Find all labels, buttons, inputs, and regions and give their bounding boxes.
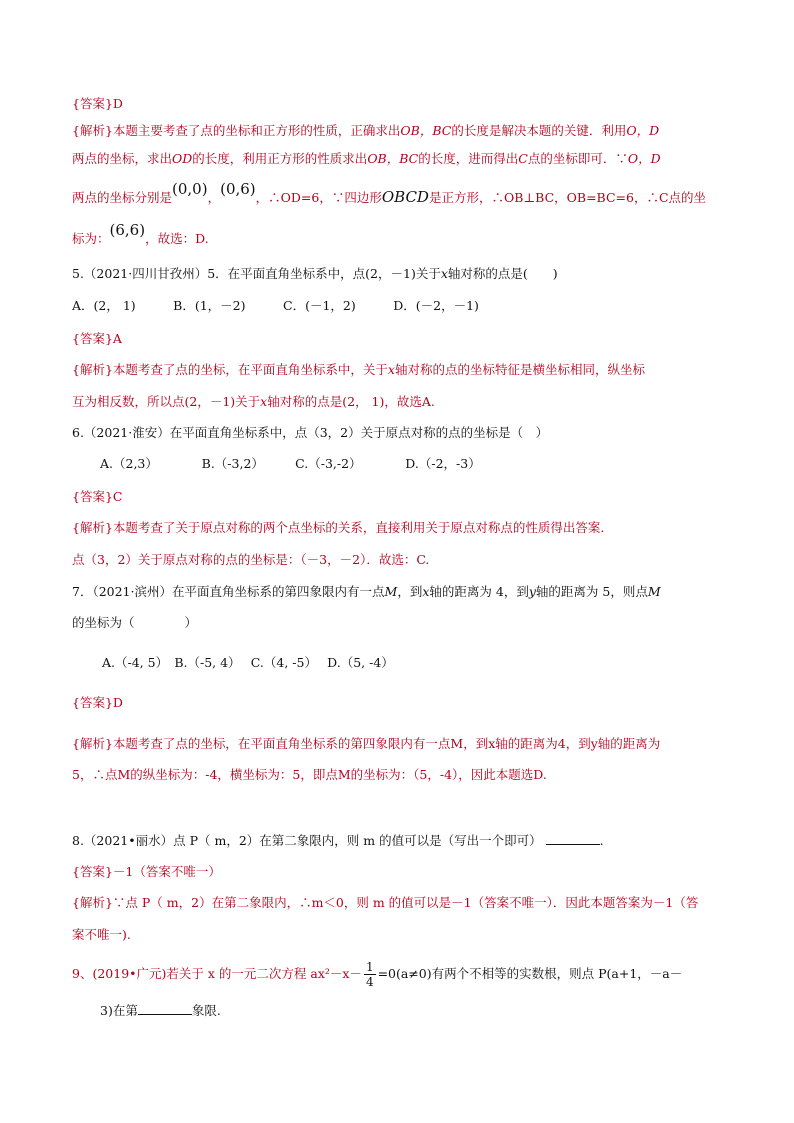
q7-var-x: x bbox=[422, 584, 430, 599]
q4-analysis-line-2 bbox=[72, 151, 661, 167]
q5-analysis-text: 轴对称的点的坐标特征是横坐标相同，纵坐标 bbox=[394, 362, 645, 377]
q9-stem-line-2 bbox=[100, 1002, 221, 1019]
q6-options: A.（2,3） B.（-3,2） C.（-3,-2） D.（-2，-3） bbox=[100, 456, 481, 471]
q9-fraction-denominator: 4 bbox=[365, 975, 374, 989]
q7-var-m: M bbox=[384, 584, 398, 599]
q7-stem-line-2: 的坐标为（ ） bbox=[72, 615, 198, 630]
q4-var-ob-bc: OB，BC bbox=[400, 123, 452, 138]
q6-analysis-line-2: 点（3，2）关于原点对称的点的坐标是：（－3，－2）．故选：C. bbox=[72, 552, 430, 567]
q4-var-ob-bc: OB，BC bbox=[367, 151, 419, 166]
q9-answer-blank bbox=[138, 1002, 192, 1015]
q7-stem-text: 轴的距离为 5，则点 bbox=[535, 584, 648, 599]
q8-analysis-line-2: 案不唯一). bbox=[72, 927, 131, 942]
q5-stem bbox=[72, 266, 558, 282]
q4-var-o-d: O，D bbox=[626, 123, 660, 138]
q4-var-o-d: O，D bbox=[627, 151, 661, 166]
q9-stem-text: 3)在第 bbox=[100, 1003, 138, 1018]
q7-var-m: M bbox=[647, 584, 661, 599]
q5-analysis-line-2 bbox=[72, 394, 435, 410]
q9-number: 9、(2019•广元)若关于 x 的一元二次方程 ax²－x－ bbox=[72, 966, 362, 981]
q5-analysis-text: 互为相反数，所以点(2，－1)关于 bbox=[72, 394, 261, 409]
q8-analysis-line-1: {解析}∵点 P（ m，2）在第二象限内，∴m＜0，则 m 的值可以是－1（答案不唯一）．因此本题答案为－1（答 bbox=[72, 895, 699, 910]
q4-math-point-d: (0,6) bbox=[220, 180, 256, 198]
q5-analysis-line-1 bbox=[72, 362, 645, 378]
q5-stem-text: 轴对称的点是( ) bbox=[447, 266, 558, 281]
q4-math-origin: (0,0) bbox=[172, 180, 208, 198]
q4-math-obcd: OBCD bbox=[381, 188, 429, 206]
q7-analysis-line-2: 5，∴点M的纵坐标为：-4，横坐标为：5，即点M的坐标为：（5，-4），因此本题选D. bbox=[72, 767, 547, 782]
q4-math-point-c: (6,6) bbox=[109, 221, 146, 239]
q7-analysis-line-1: {解析}本题考查了点的坐标，在平面直角坐标系的第四象限内有一点M，到x轴的距离为4，到y轴的距离为 bbox=[72, 736, 661, 751]
q4-analysis-text: 两点的坐标分别是 bbox=[72, 190, 173, 205]
q4-analysis-text: {解析}本题主要考查了点的坐标和正方形的性质，正确求出 bbox=[72, 123, 401, 138]
q4-analysis-line-3 bbox=[72, 180, 707, 206]
q4-analysis-text: 点的坐标即可．∵ bbox=[527, 151, 628, 166]
q9-stem-line-1 bbox=[72, 960, 682, 989]
q7-stem-text: ，到 bbox=[397, 584, 423, 599]
q4-var-od: OD bbox=[172, 151, 193, 166]
q8-stem bbox=[72, 832, 604, 849]
q8-stem-text: 8.（2021•丽水）点 P（ m，2）在第二象限内，则 m 的值可以是（写出一个即可） bbox=[72, 833, 542, 848]
q4-analysis-text: 两点的坐标，求出 bbox=[72, 151, 173, 166]
q4-analysis-line-1 bbox=[72, 123, 659, 139]
q7-answer: {答案}D bbox=[72, 695, 123, 710]
q4-analysis-text: ，故选：D. bbox=[145, 231, 209, 246]
q5-var-x: x bbox=[440, 266, 448, 281]
q7-stem-text: 轴的距离为 4，到 bbox=[429, 584, 529, 599]
q8-answer: {答案}－1（答案不唯一） bbox=[72, 864, 221, 879]
q8-stem-text: . bbox=[599, 833, 604, 848]
q6-analysis-line-1: {解析}本题考查了关于原点对称的两个点坐标的关系，直接利用关于原点对称点的性质得出答案. bbox=[72, 520, 605, 535]
q5-answer: {答案}A bbox=[72, 331, 122, 346]
q4-analysis-text: 的长度是解决本题的关键．利用 bbox=[451, 123, 627, 138]
q7-stem-text: 7．（2021·滨州）在平面直角坐标系的第四象限内有一点 bbox=[72, 584, 385, 599]
q4-analysis-text: 是正方形，∴OB⊥BC，OB=BC=6，∴C点的坐 bbox=[428, 190, 707, 205]
q5-var-x: x bbox=[387, 362, 395, 377]
q9-stem-text: 象限. bbox=[191, 1003, 221, 1018]
q9-fraction bbox=[364, 960, 376, 989]
q6-answer: {答案}C bbox=[72, 489, 123, 504]
q5-var-x: x bbox=[260, 394, 268, 409]
q7-stem-line-1 bbox=[72, 584, 661, 600]
q7-var-y: y bbox=[528, 584, 536, 599]
q4-answer: {答案}D bbox=[72, 96, 123, 111]
q5-options: A．(2， 1) B．(1，－2) C．(－1，2) D．(－2，－1) bbox=[72, 298, 479, 313]
q4-analysis-text: 的长度，利用正方形的性质求出 bbox=[192, 151, 368, 166]
q5-stem-text: 5.（2021·四川甘孜州）5．在平面直角坐标系中，点(2，－1)关于 bbox=[72, 266, 441, 281]
q4-analysis-text: ，∴OD=6，∵四边形 bbox=[255, 190, 382, 205]
q7-options: A.（-4, 5） B.（-5, 4） C.（4, -5） D.（5, -4） bbox=[102, 655, 394, 670]
q4-analysis-text: 标为： bbox=[72, 231, 110, 246]
q8-answer-blank bbox=[546, 832, 600, 845]
q4-analysis-line-4 bbox=[72, 221, 209, 247]
q4-var-c: C bbox=[518, 151, 528, 166]
q5-analysis-text: {解析}本题考查了点的坐标，在平面直角坐标系中，关于 bbox=[72, 362, 388, 377]
q6-stem: 6.（2021·淮安）在平面直角坐标系中，点（3，2）关于原点对称的点的坐标是（ ） bbox=[72, 425, 549, 440]
q4-analysis-text: 的长度，进而得出 bbox=[418, 151, 519, 166]
q5-analysis-text: 轴对称的点是(2， 1)，故选A. bbox=[267, 394, 435, 409]
q9-fraction-numerator: 1 bbox=[365, 960, 374, 974]
q4-analysis-text: ， bbox=[207, 190, 221, 205]
q9-stem-text: =0(a≠0)有两个不相等的实数根，则点 P(a+1，－a－ bbox=[377, 966, 683, 981]
